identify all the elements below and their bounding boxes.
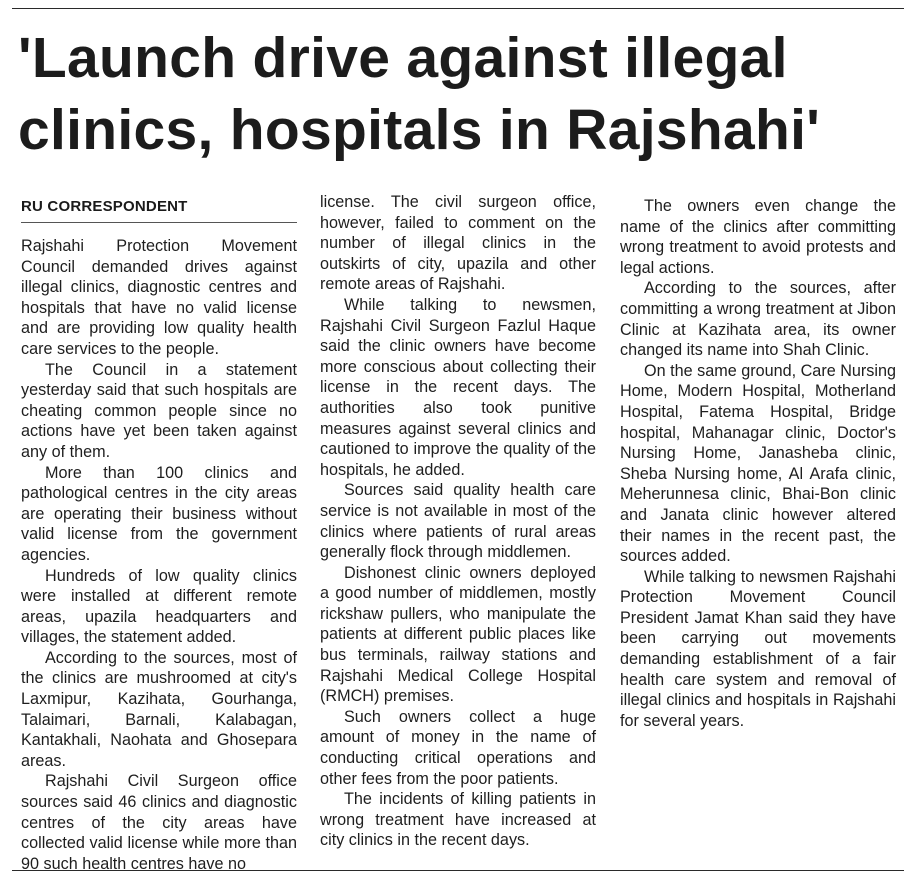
- paragraph: The incidents of killing patients in wrong treatment have increased at city clinics in the recent days.: [320, 790, 596, 850]
- paragraph: Such owners collect a huge amount of money in the name of conducting critical operations and other fees from the poor patients.: [320, 707, 596, 788]
- article-column-1: [21, 236, 297, 874]
- paragraph: The Council in a statement yesterday said that such hospitals are cheating common people since no actions have yet been taken against any of them.: [21, 360, 297, 461]
- paragraph: Rajshahi Civil Surgeon office sources said 46 clinics and diagnostic centres of the city areas have collected valid license while more than 90 such health centres have no: [21, 772, 297, 873]
- headline-line-2: clinics, hospitals in Rajshahi': [18, 98, 821, 162]
- paragraph: More than 100 clinics and pathological centres in the city areas are operating their business without valid license from the government agencies.: [21, 463, 297, 564]
- paragraph: While talking to newsmen Rajshahi Protection Movement Council President Jamat Khan said they have been carrying out movements demanding establishment of a fair health care system and removal of illegal clinics and hospitals in Rajshahi for several years.: [620, 567, 896, 730]
- paragraph: license. The civil surgeon office, however, failed to comment on the number of illegal clinics in the outskirts of city, upazila and other remote areas of Rajshahi.: [320, 193, 596, 294]
- paragraph: According to the sources, after committing a wrong treatment at Jibon Clinic at Kazihata area, its owner changed its name into Shah Clinic.: [620, 279, 896, 360]
- article-column-2: [320, 192, 596, 851]
- paragraph: Hundreds of low quality clinics were installed at different remote areas, upazila headquarters and villages, the statement added.: [21, 566, 297, 647]
- headline-line-1: 'Launch drive against illegal: [18, 26, 788, 90]
- byline-rule: [21, 222, 297, 223]
- paragraph: Sources said quality health care service is not available in most of the clinics where patients of rural areas generally flock through middlemen.: [320, 481, 596, 562]
- paragraph: While talking to newsmen, Rajshahi Civil Surgeon Fazlul Haque said the clinic owners have become more conscious about collecting their license in the recent days. The authorities also took punitive measures against several clinics and cautioned to improve the quality of the hospitals, he added.: [320, 295, 596, 479]
- paragraph: Rajshahi Protection Movement Council demanded drives against illegal clinics, diagnostic centres and hospitals that have no valid license and are providing low quality health care services to the people.: [21, 237, 297, 358]
- top-rule: [12, 8, 904, 9]
- paragraph: On the same ground, Care Nursing Home, Modern Hospital, Motherland Hospital, Fatema Hospital, Bridge hospital, Mahanagar clinic, Doctor's Nursing Home, Janasheba clinic, Sheba Nursing home, Al Arafa clinic, Meherunnesa clinic, Bhai-Bon clinic and Janata clinic however altered their names in the recent past, the sources added.: [620, 361, 896, 566]
- bottom-rule: [12, 870, 904, 871]
- paragraph: According to the sources, most of the clinics are mushroomed at city's Laxmipur, Kazihata, Gourhanga, Talaimari, Barnali, Kalabagan, Kantakhali, Naohata and Ghosepara areas.: [21, 648, 297, 770]
- paragraph: The owners even change the name of the clinics after committing wrong treatment to avoid protests and legal actions.: [620, 197, 896, 277]
- article-column-3: [620, 196, 896, 731]
- byline: RU CORRESPONDENT: [21, 198, 188, 215]
- paragraph: Dishonest clinic owners deployed a good number of middlemen, mostly rickshaw pullers, who manipulate the patients at different public places like bus terminals, railway stations and Rajshahi Medical College Hospital (RMCH) premises.: [320, 563, 596, 706]
- headline: [18, 22, 898, 166]
